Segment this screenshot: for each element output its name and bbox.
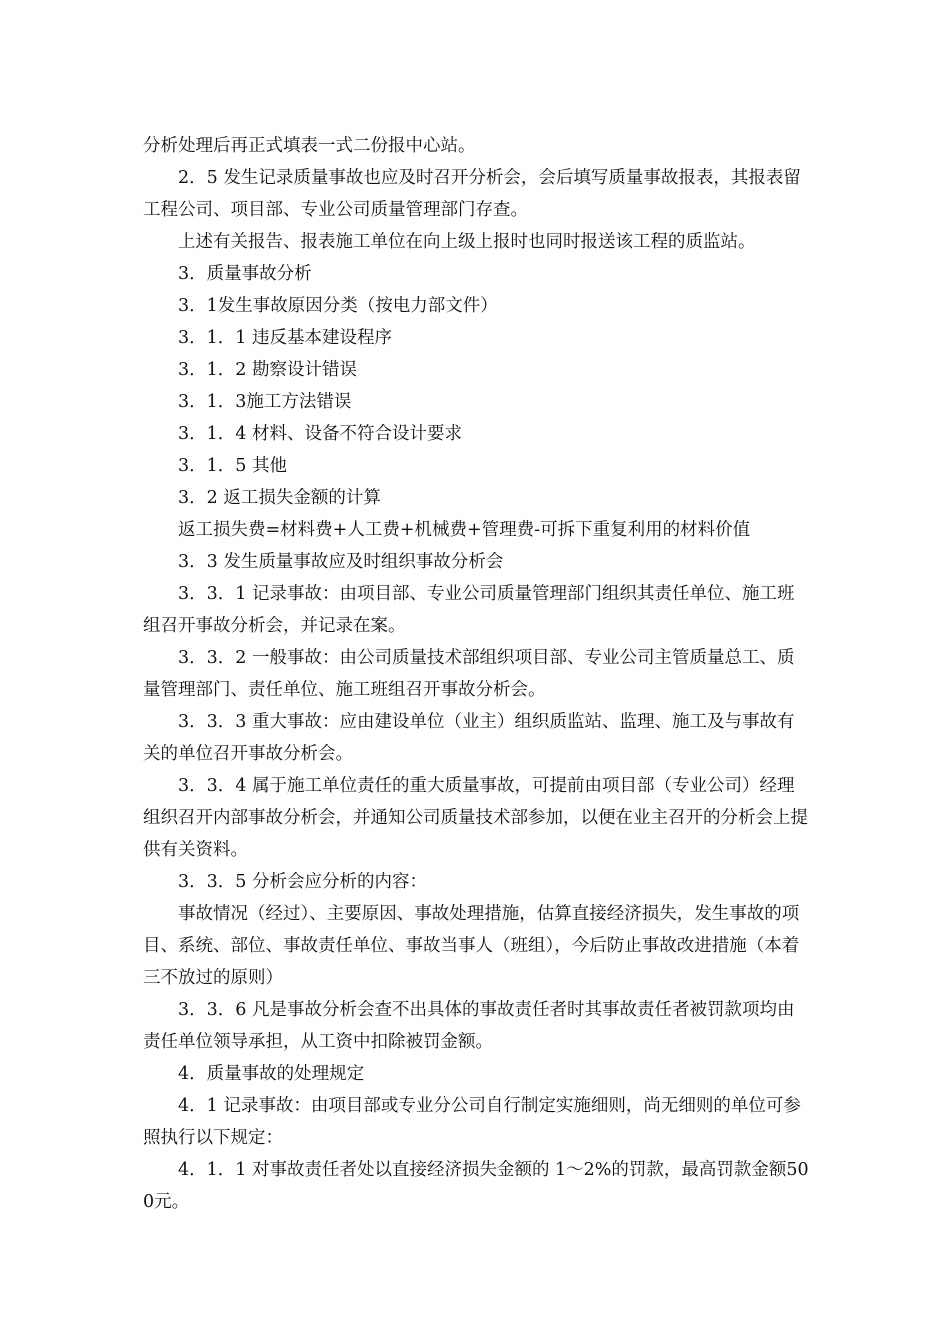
item-4-1-1: 4．1．1 对事故责任者处以直接经济损失金额的 1～2%的罚款，最高罚款金额500元。: [143, 1160, 809, 1212]
heading-3-1: 3．1发生事故原因分类（按电力部文件）: [178, 296, 498, 316]
item-3-1-5: 3．1．5 其他: [178, 456, 287, 476]
paragraph-2-5: 2．5 发生记录质量事故也应及时召开分析会，会后填写质量事故报表，其报表留工程公司、项目部、专业公司质量管理部门存查。: [143, 168, 801, 220]
document-page: [143, 130, 809, 1218]
item-3-1-1: 3．1．1 违反基本建设程序: [178, 328, 392, 348]
heading-3-3: 3．3 发生质量事故应及时组织事故分析会: [178, 552, 504, 572]
heading-3: 3．质量事故分析: [178, 264, 312, 284]
item-3-3-3: 3．3．3 重大事故：应由建设单位（业主）组织质监站、监理、施工及与事故有关的单位召开事故分析会。: [143, 712, 795, 764]
item-3-3-5: 3．3．5 分析会应分析的内容：: [178, 872, 427, 892]
item-3-3-1: 3．3．1 记录事故：由项目部、专业公司质量管理部门组织其责任单位、施工班组召开事故分析会，并记录在案。: [143, 584, 795, 636]
item-3-3-2: 3．3．2 一般事故：由公司质量技术部组织项目部、专业公司主管质量总工、质量管理部门、责任单位、施工班组召开事故分析会。: [143, 648, 795, 700]
heading-3-2: 3．2 返工损失金额的计算: [178, 488, 381, 508]
heading-4: 4．质量事故的处理规定: [178, 1064, 365, 1084]
item-3-1-2: 3．1．2 勘察设计错误: [178, 360, 357, 380]
item-3-3-4: 3．3．4 属于施工单位责任的重大质量事故，可提前由项目部（专业公司）经理组织召开内部事故分析会，并通知公司质量技术部参加，以便在业主召开的分析会上提供有关资料。: [143, 776, 808, 860]
item-4-1: 4．1 记录事故：由项目部或专业分公司自行制定实施细则，尚无细则的单位可参照执行以下规定：: [143, 1096, 801, 1148]
paragraph-continuation: 分析处理后再正式填表一式二份报中心站。: [143, 136, 476, 156]
paragraph-report-note: 上述有关报告、报表施工单位在向上级上报时也同时报送该工程的质监站。: [178, 232, 756, 252]
item-3-1-3: 3．1．3施工方法错误: [178, 392, 352, 412]
item-3-3-6: 3．3．6 凡是事故分析会查不出具体的事故责任者时其事故责任者被罚款项均由责任单位领导承担，从工资中扣除被罚金额。: [143, 1000, 795, 1052]
item-3-1-4: 3．1．4 材料、设备不符合设计要求: [178, 424, 462, 444]
rework-cost-formula: 返工损失费=材料费+人工费+机械费+管理费-可拆下重复利用的材料价值: [178, 520, 751, 540]
analysis-content: 事故情况（经过）、主要原因、事故处理措施，估算直接经济损失，发生事故的项目、系统、部位、事故责任单位、事故当事人（班组），今后防止事故改进措施（本着三不放过的原则）: [143, 904, 800, 988]
